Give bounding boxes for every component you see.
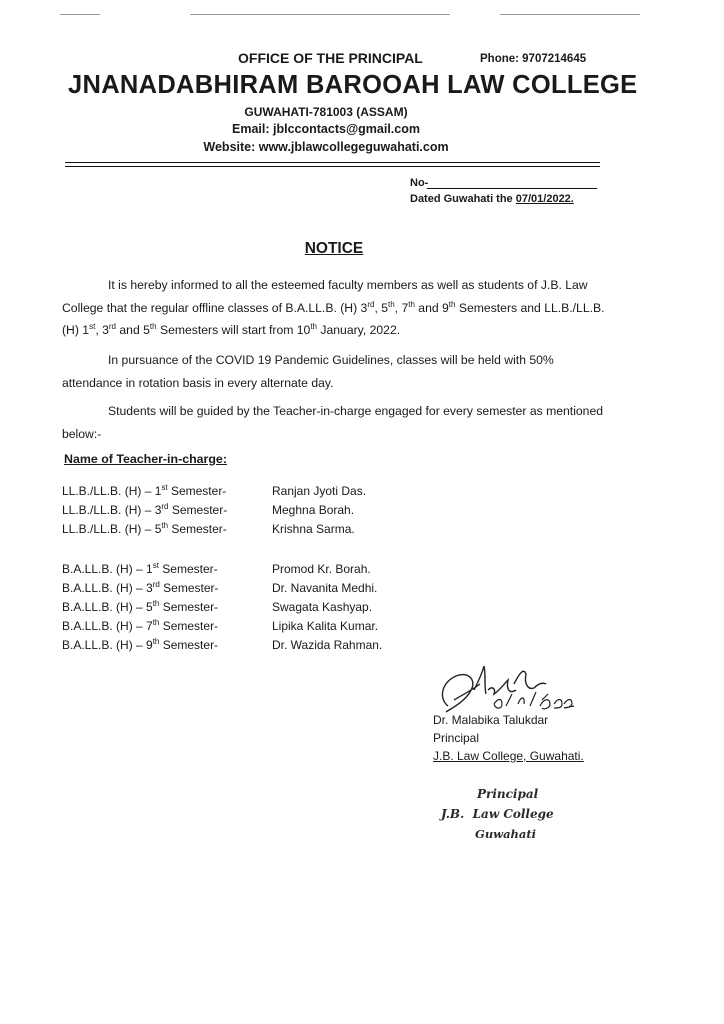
list-item: LL.B./LL.B. (H) – 1st Semester- Ranjan Jyoti Das.	[62, 483, 367, 498]
signatory-name: Dr. Malabika Talukdar	[433, 713, 549, 727]
reference-number-line	[427, 188, 597, 189]
college-name: JNANADABHIRAM BAROOAH LAW COLLEGE	[68, 71, 638, 99]
notice-date: 07/01/2022.	[515, 193, 574, 205]
list-item: LL.B./LL.B. (H) – 5th Semester- Krishna Sarma.	[62, 521, 355, 536]
dated-label: Dated Guwahati the	[410, 193, 513, 205]
stamp-line: J.B. Law College	[441, 807, 554, 821]
college-email: Email: jblccontacts@gmail.com	[232, 122, 420, 136]
llb-teacher-list	[62, 482, 366, 539]
stamp-line: Principal	[477, 787, 539, 801]
stamp-line: Guwahati	[475, 827, 537, 841]
teacher-name: Promod Kr. Borah.	[272, 562, 371, 576]
principal-stamp	[425, 784, 554, 844]
header-rule-thin	[65, 166, 600, 167]
signatory-institution: J.B. Law College, Guwahati.	[433, 749, 584, 763]
list-item: B.A.LL.B. (H) – 5th Semester- Swagata Kashyap.	[62, 599, 373, 614]
notice-paragraph-1: It is hereby informed to all the esteemed faculty members as well as students of J.B. Law College that the regular offline classes of B.A.LL.B. (H) 3rd, 5th, 7th and 9th Semesters and LL.B./LL.B. (H) 1st, 3rd and 5th Semesters will start from 10th January, 2022.	[62, 278, 605, 337]
list-item: LL.B./LL.B. (H) – 3rd Semester- Meghna Borah.	[62, 502, 355, 517]
list-item: B.A.LL.B. (H) – 1st Semester- Promod Kr. Borah.	[62, 561, 371, 576]
college-address: GUWAHATI-781003 (ASSAM)	[244, 105, 408, 119]
teacher-name: Lipika Kalita Kumar.	[272, 619, 379, 633]
notice-paragraph-3: Students will be guided by the Teacher-in-charge engaged for every semester as mentioned below:-	[62, 404, 604, 441]
teacher-name: Meghna Borah.	[272, 503, 355, 517]
list-item: B.A.LL.B. (H) – 9th Semester- Dr. Wazida Rahman.	[62, 637, 383, 652]
teacher-name: Krishna Sarma.	[272, 522, 355, 536]
signatory-title: Principal	[433, 731, 480, 745]
phone-number: Phone: 9707214645	[480, 53, 587, 65]
office-title: OFFICE OF THE PRINCIPAL	[238, 50, 423, 66]
teachers-heading: Name of Teacher-in-charge:	[64, 452, 227, 466]
ballb-teacher-list	[62, 560, 382, 655]
scan-artifact-line	[190, 14, 450, 15]
teacher-name: Ranjan Jyoti Das.	[272, 484, 367, 498]
teacher-name: Swagata Kashyap.	[272, 600, 373, 614]
reference-number-label: No-	[410, 177, 429, 189]
scan-artifact-line	[60, 14, 100, 15]
list-item: B.A.LL.B. (H) – 7th Semester- Lipika Kalita Kumar.	[62, 618, 379, 633]
header-rule	[65, 162, 600, 163]
teacher-name: Dr. Navanita Medhi.	[272, 581, 378, 595]
college-website: Website: www.jblawcollegeguwahati.com	[203, 140, 449, 154]
list-item: B.A.LL.B. (H) – 3rd Semester- Dr. Navanita Medhi.	[62, 580, 378, 595]
scan-artifact-line	[500, 14, 640, 15]
notice-title: NOTICE	[304, 240, 364, 257]
signatory-block	[433, 711, 584, 765]
teacher-name: Dr. Wazida Rahman.	[272, 638, 383, 652]
dated-line	[410, 193, 574, 205]
notice-paragraph-2: In pursuance of the COVID 19 Pandemic Guidelines, classes will be held with 50% attendance in rotation basis in every alternate day.	[62, 353, 554, 390]
